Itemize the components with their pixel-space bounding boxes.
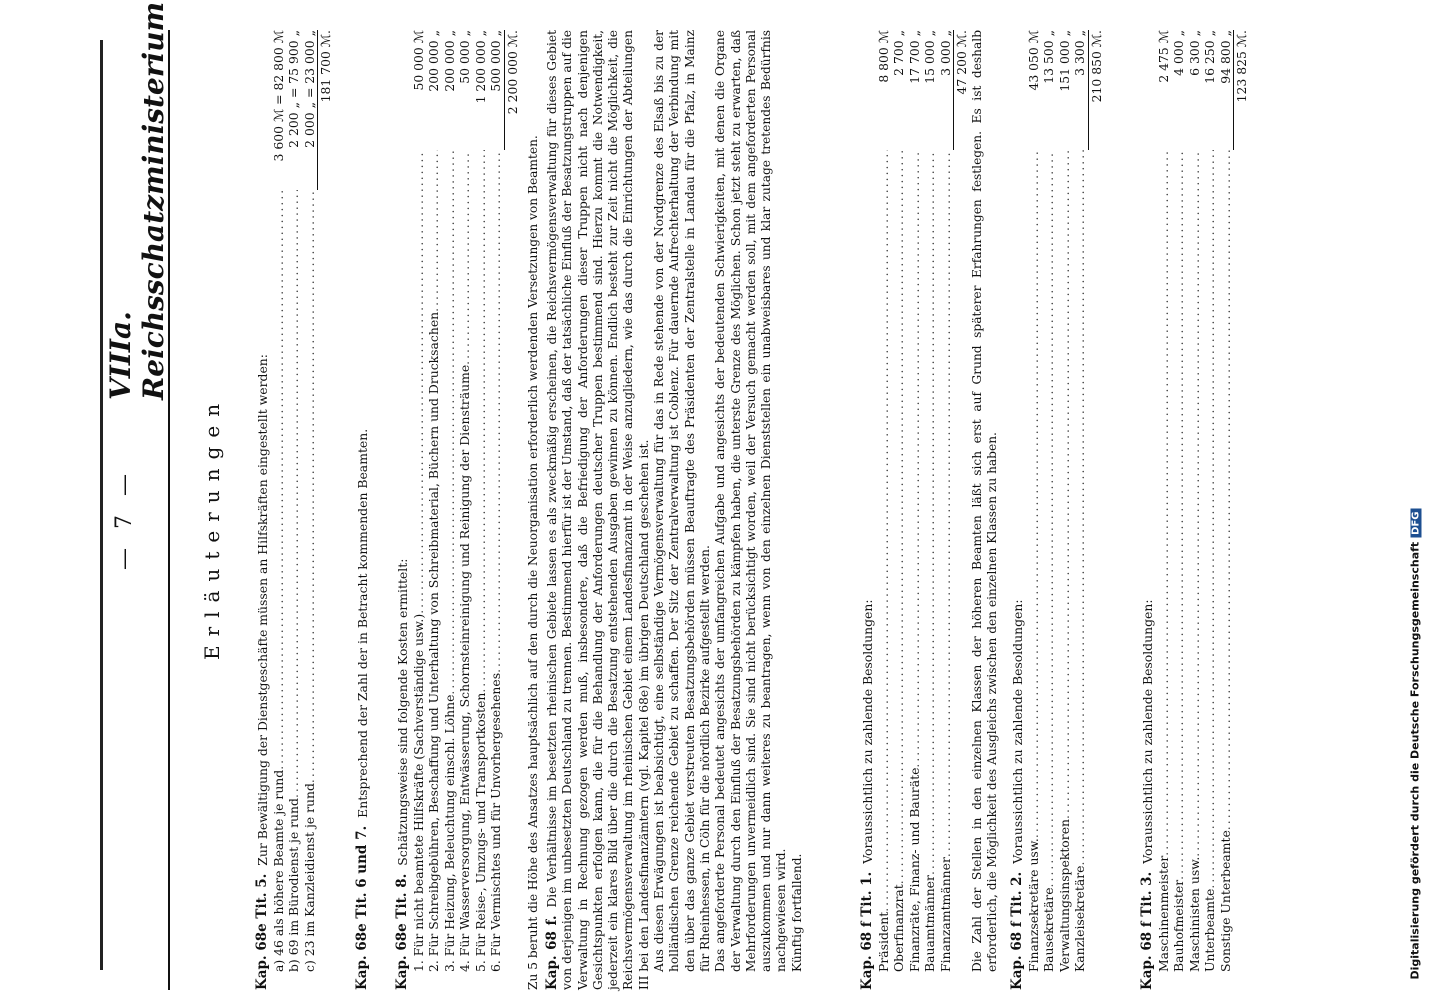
header-rule: [168, 30, 170, 990]
tit8-intro: Schätzungsweise sind folgende Kosten ermittelt:: [395, 558, 410, 866]
row-label: Finanzamtmänner: [937, 857, 953, 972]
row-label: c) 23 im Kanzleidienst je rund: [301, 783, 317, 972]
ftit1-total: 47 200 ℳ.: [953, 30, 970, 150]
tit5-total: 181 700 ℳ.: [317, 30, 334, 190]
table-row: [1218, 30, 1234, 990]
kap-label: Kap. 68 f Tit. 2.: [1009, 871, 1025, 990]
leader-dots: [922, 150, 938, 875]
leader-dots: [1171, 150, 1187, 880]
page-header: [100, 1, 170, 990]
row-label: Unterbeamte: [1202, 888, 1217, 972]
table-row: [876, 30, 892, 990]
row-label: Bauamtmänner: [922, 875, 937, 972]
row-amount: 94 800 „: [1217, 30, 1233, 84]
row-amount: 4 000 „: [1171, 30, 1186, 76]
table-row: [907, 30, 923, 990]
row-amount: 13 500 „: [1041, 30, 1056, 84]
kap68f-block: [545, 30, 805, 990]
row-amount: 16 250 „: [1202, 30, 1217, 84]
dfg-stamp: [1400, 8, 1430, 992]
row-label: Oberfinanzrat: [891, 884, 906, 972]
row-amount: 50 000 ℳ: [410, 30, 426, 91]
row-amount: 3 000 „: [937, 30, 953, 76]
table-row: [271, 30, 287, 990]
row-amount: 3 300 „: [1072, 30, 1087, 76]
tit5-intro: Zur Bewältigung der Dienstgeschäfte müssen an Hilfskräften eingestellt werden:: [255, 354, 270, 866]
leader-dots: [426, 150, 442, 312]
row-label: Verwaltungsinspektoren: [1056, 818, 1072, 972]
stamp-text: Digitalisierung gefördert durch die Deutsche Forschungsgemeinschaft: [1408, 541, 1422, 980]
kap-label: Kap. 68e Tit. 6 und 7.: [354, 825, 370, 990]
row-amount: 8 800 ℳ: [875, 30, 891, 83]
row-amount: 151 000 „: [1056, 30, 1072, 92]
table-row: [1187, 30, 1203, 990]
row-label: Finanzräte, Finanz- und Bauräte: [906, 767, 922, 972]
kap-label: Kap. 68e Tit. 5.: [254, 873, 270, 990]
row-label: Bausekretäre: [1041, 887, 1056, 972]
leader-dots: [1057, 150, 1073, 819]
leader-dots: [411, 150, 427, 614]
leader-dots: [938, 150, 954, 857]
table-row: [1041, 30, 1057, 990]
table-row: [922, 30, 938, 990]
ftit1-note: Die Zahl der Stellen in den einzelnen Klassen der höheren Beamten läßt sich erst auf Grund späterer Erfahrungen festlegen. Es ist deshalb erforderlich, die Möglichkeit des Ausgleichs zwischen den einzelnen Klassen zu haben.: [969, 30, 999, 972]
row-amount: 2 200 „ = 75 900 „: [286, 30, 301, 148]
leader-dots: [1072, 150, 1088, 866]
table-row: [442, 30, 458, 990]
page-number: — 7 —: [112, 468, 137, 570]
ftit1-intro: Voraussichtlich zu zahlende Besoldungen:: [860, 599, 875, 864]
table-row: [891, 30, 907, 990]
table-row: [938, 30, 954, 990]
leader-dots: [907, 150, 923, 768]
kap-label: Kap. 68 f Tit. 3.: [1139, 871, 1155, 990]
table-row: [1202, 30, 1218, 990]
row-label: 4. Für Wasserversorgung, Entwässerung, Schornsteinreinigung und Reinigung der Diensträume: [457, 364, 472, 972]
row-amount: 500 000 „: [488, 30, 503, 92]
row-amount: 17 700 „: [906, 30, 922, 84]
row-label: Maschinisten usw.: [1186, 856, 1202, 972]
row-amount: 15 000 „: [922, 30, 937, 84]
leader-dots: [442, 150, 458, 695]
row-label: 1. Für nicht beamtete Hilfskräfte (Sachverständige usw.): [410, 613, 426, 972]
row-amount: 6 300 „: [1186, 30, 1202, 76]
row-label: Sonstige Unterbeamte: [1217, 830, 1233, 972]
table-row: [302, 30, 318, 990]
tit67-text: Entsprechend der Zahl der in Betracht kommenden Beamten.: [355, 428, 370, 818]
leader-dots: [876, 150, 892, 912]
row-amount: 200 000 „: [426, 30, 441, 92]
ftit1-block: [860, 30, 1000, 990]
leader-dots: [1026, 150, 1042, 838]
row-amount: 2 700 „: [891, 30, 906, 76]
table-row: [457, 30, 473, 990]
row-label: Präsident: [875, 911, 891, 972]
kap68f-p4: Künftig fortfallend.: [789, 853, 804, 972]
row-label: 3. Für Heizung, Beleuchtung einschl. Löhne: [441, 694, 457, 972]
kap68f-p2: Aus diesen Erwägungen ist beabsichtigt, eine selbständige Vermögensverwaltung für das in Rede stehende von der Nordgrenze des Elsaß bis zu der holländischen Grenze reichende Gebiet zu schaffen. Der Sitz der Zentralverwaltung ist Coblenz. Für dauernde Aufrechterhaltung der Verbindung mit den über das ganze Gebiet verstreuten Besatzungsbehörden müssen Beauftragte des Präsidenten der Zentralstelle in Landau für die Pfalz, in Mainz für Rheinhessen, in Cöln für die nördlich Bezirke aufgestellt werden.: [652, 30, 712, 972]
ftit3-intro: Voraussichtlich zu zahlende Besoldungen:: [1140, 599, 1155, 864]
section-heading: Erläuterungen: [200, 394, 224, 660]
row-label: Maschinenmeister: [1155, 855, 1171, 972]
table-row: [1171, 30, 1187, 990]
leader-dots: [1041, 150, 1057, 887]
row-label: 2. Für Schreibgebühren, Beschaffung und Unterhaltung von Schreibmaterial, Büchern und Drucksachen: [426, 311, 441, 972]
row-label: 5. Für Reise-, Umzugs- und Transportkosten: [472, 692, 488, 972]
ftit2-intro: Voraussichtlich zu zahlende Besoldungen:: [1010, 599, 1025, 864]
leader-dots: [1156, 150, 1172, 856]
table-row: [1057, 30, 1073, 990]
tit5-block: [255, 30, 334, 990]
table-row: [1072, 30, 1088, 990]
row-amount: 2 000 „ = 23 000 „: [301, 30, 317, 148]
row-label: Bauhofmeister: [1171, 879, 1186, 972]
leader-dots: [271, 190, 287, 770]
row-label: Finanzsekretäre usw.: [1025, 838, 1041, 972]
rotated-page: [90, 1, 1410, 990]
tit8-block: [395, 30, 541, 990]
tit8-total: 2 200 000 ℳ.: [504, 30, 521, 150]
leader-dots: [457, 150, 473, 365]
kap68f-p3: Das angeforderte Personal bedeutet angesichts der umfangreichen Aufgabe und angesichts der bedeutenden Schwierigkeiten, mit denen die Organe der Verwaltung durch den Einfluß der Besatzungsbehörden zu kämpfen haben, die unterste Grenze des Möglichen. Schon jetzt steht zu erwarten, daß Mehrforderungen unvermeidlich sind. Sie sind nicht berücksichtigt worden, weil der Versuch gemacht werden soll, mit dem angeforderten Personal auszukommen und nur dann weiteres zu beantragen, wenn von den einzelnen Dienststellen ein unabweisbares und klar zutage tretendes Bedürfnis nachgewiesen wird.: [713, 30, 789, 972]
table-row: [488, 30, 504, 990]
kap68f-p1: Die Verhältnisse im besetzten rheinischen Gebiete lassen es als zweckmäßig erscheinen, die Reichsvermögensverwaltung für dieses Gebiet von derjenigen im unbesetzten Deutschland zu trennen. Bestimmend hierfür ist der Umstand, daß der tatsächliche Einfluß der Besatzungstruppen auf die Verwaltung in Rechnung gezogen werden muß, insbesondere, daß die Befriedigung der Anforderungen dieser Truppen nicht nach denjenigen Gesichtspunkten erfolgen kann, die für die Behandlung der Anforderungen deutscher Truppen bestimmend sind. Hierzu kommt die Notwendigkeit, jederzeit ein klares Bild über die durch die Besatzung entstehenden Ausgaben gewinnen zu können. Endlich besteht zur Zeit nicht die Möglichkeit, die Reichsvermögensverwaltung im rheinischen Gebiet einem Landesfinanzamt in der Weise anzugliedern, wie das durch die Einrichtungen der Abteilungen III bei den Landesfinanzämtern (vgl. Kapitel 68e) im übrigen Deutschland geschehen ist.: [545, 30, 651, 990]
ftit2-total: 210 850 ℳ.: [1088, 30, 1105, 150]
leader-dots: [286, 190, 302, 798]
row-label: b) 69 im Bürodienst je rund: [286, 798, 301, 972]
page-title: VIIIa. Reichsschatzministerium: [104, 1, 170, 400]
ftit2-block: [1010, 30, 1104, 990]
ftit3-block: [1140, 30, 1250, 990]
row-amount: 200 000 „: [441, 30, 457, 92]
leader-dots: [1202, 150, 1218, 889]
leader-dots: [891, 150, 907, 884]
leader-dots: [1218, 150, 1234, 830]
row-amount: 1 200 000 „: [472, 30, 488, 104]
leader-dots: [473, 150, 489, 693]
table-row: [473, 30, 489, 990]
row-label: Kanzleisekretäre: [1072, 865, 1087, 972]
leader-dots: [488, 150, 504, 673]
row-label: 6. Für Vermischtes und für Unvorhergesehenes: [488, 672, 503, 972]
ftit3-total: 123 825 ℳ.: [1233, 30, 1250, 150]
table-row: [426, 30, 442, 990]
row-amount: 2 475 ℳ: [1155, 30, 1171, 83]
note-5: Zu 5 beruht die Höhe des Ansatzes hauptsächlich auf den durch die Neuorganisation erforderlich werdenden Versetzungen von Beamten.: [526, 135, 540, 990]
table-row: [411, 30, 427, 990]
kap-label: Kap. 68 f Tit. 1.: [859, 871, 875, 990]
row-label: a) 46 als höhere Beamte je rund: [270, 769, 286, 972]
kap-label: Kap. 68 f.: [544, 915, 560, 990]
table-row: [1026, 30, 1042, 990]
row-amount: 43 050 ℳ: [1025, 30, 1041, 91]
table-row: [286, 30, 302, 990]
leader-dots: [302, 190, 318, 783]
leader-dots: [1187, 150, 1203, 857]
kap-label: Kap. 68e Tit. 8.: [394, 873, 410, 990]
tit67-block: [355, 30, 371, 990]
dfg-logo: DFG: [1411, 508, 1422, 537]
row-amount: 3 600 ℳ = 82 800 ℳ: [270, 30, 286, 162]
row-amount: 50 000 „: [457, 30, 472, 84]
table-row: [1156, 30, 1172, 990]
